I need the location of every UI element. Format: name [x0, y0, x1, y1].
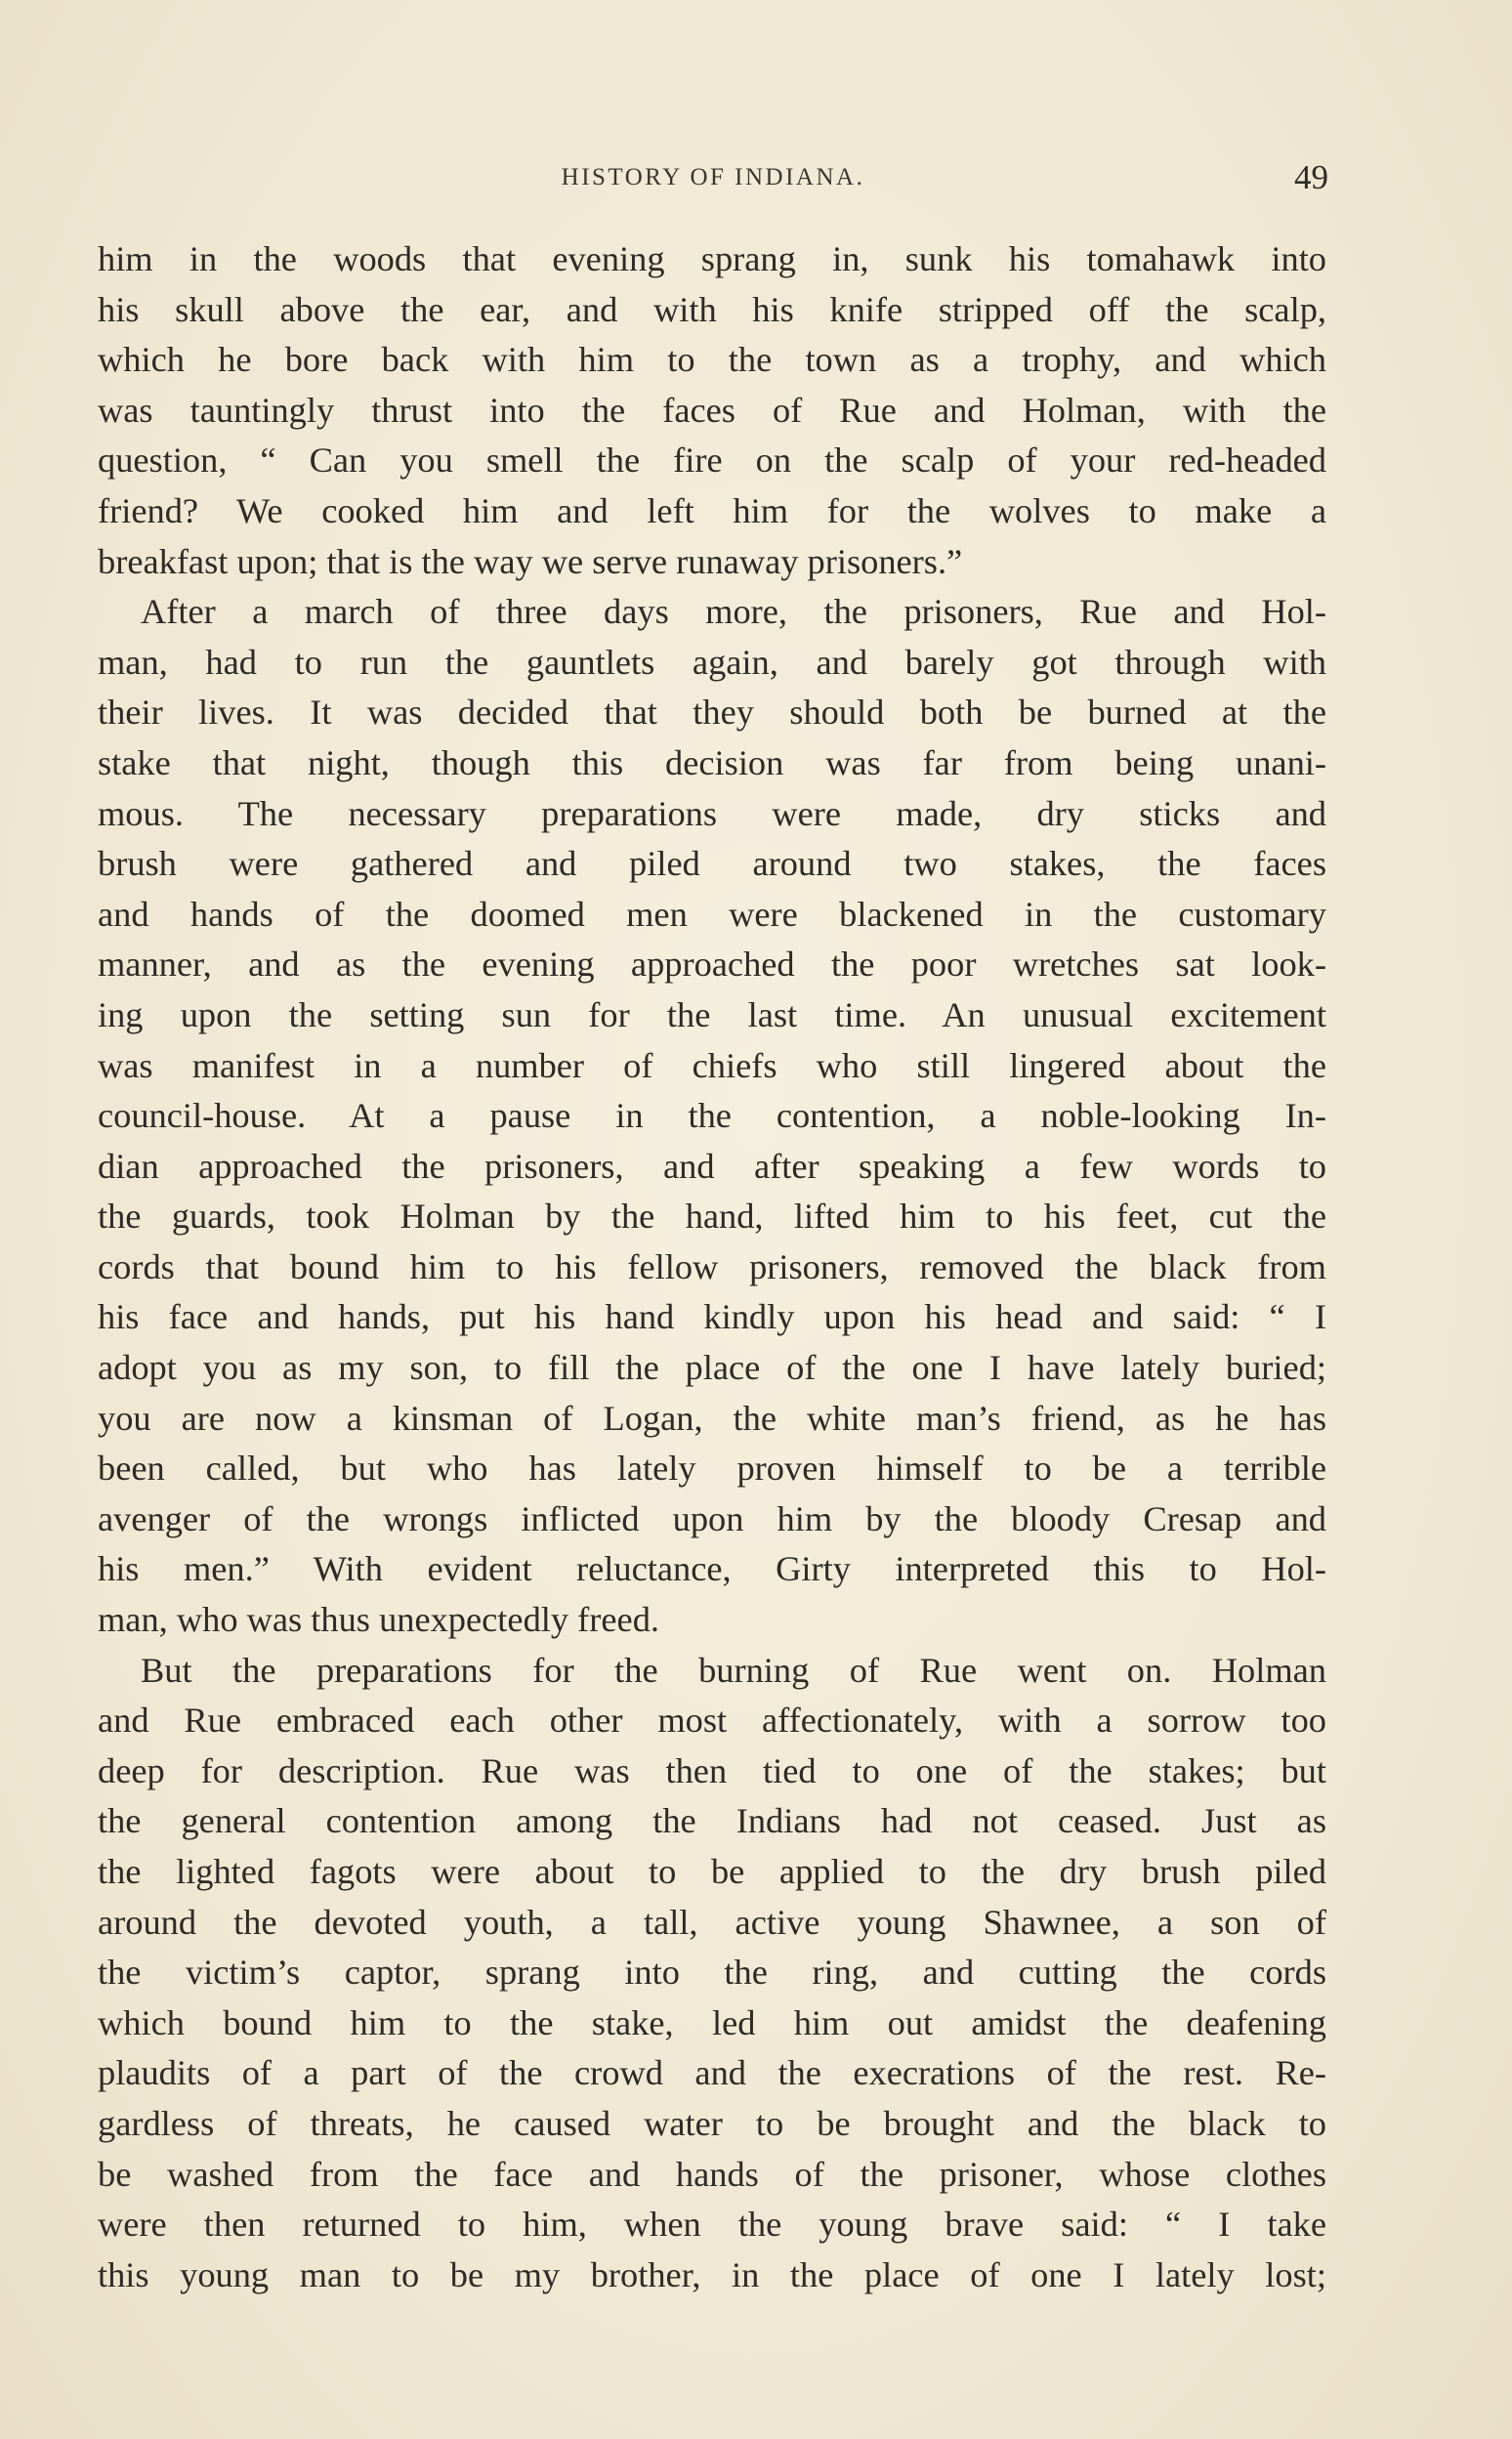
text-line: man, who was thus unexpectedly freed.: [98, 1600, 660, 1640]
text-line: cords that bound him to his fellow prisoners, removed the black from: [98, 1246, 1326, 1286]
text-line: their lives. It was decided that they should both be burned at the: [98, 693, 1326, 733]
text-line: mous. The necessary preparations were made, dry sticks and: [98, 793, 1326, 833]
text-line: his face and hands, put his hand kindly upon his head and said: “ I: [98, 1297, 1326, 1337]
text-line: dian approached the prisoners, and after speaking a few words to: [98, 1146, 1326, 1186]
text-line: which he bore back with him to the town as a trophy, and which: [98, 340, 1326, 380]
text-line: were then returned to him, when the young brave said: “ I take: [98, 2205, 1326, 2245]
text-line: his men.” With evident reluctance, Girty interpreted this to Hol-: [98, 1549, 1326, 1589]
page-number: 49: [1294, 158, 1328, 196]
text-line: friend? We cooked him and left him for the wolves to make a: [98, 490, 1326, 530]
text-line: avenger of the wrongs inflicted upon him by the bloody Cresap and: [98, 1498, 1326, 1538]
paragraph-first-line: After a march of three days more, the prisoners, Rue and Hol-: [141, 592, 1326, 632]
text-line: the general contention among the Indians had not ceased. Just as: [98, 1801, 1326, 1841]
text-line: which bound him to the stake, led him out amidst the deafening: [98, 2002, 1326, 2042]
running-title: HISTORY OF INDIANA.: [561, 164, 865, 190]
text-line: gardless of threats, he caused water to be brought and the black to: [98, 2103, 1326, 2143]
running-head: [98, 158, 1328, 197]
text-line: and hands of the doomed men were blackened in the customary: [98, 894, 1326, 934]
text-line: ing upon the setting sun for the last time. An unusual excitement: [98, 994, 1326, 1034]
text-line: him in the woods that evening sprang in, sunk his tomahawk into: [98, 239, 1326, 278]
text-line: breakfast upon; that is the way we serve runaway prisoners.”: [98, 541, 963, 581]
text-line: around the devoted youth, a tall, active young Shawnee, a son of: [98, 1902, 1326, 1942]
text-line: plaudits of a part of the crowd and the execrations of the rest. Re-: [98, 2053, 1326, 2093]
paragraph-first-line: But the preparations for the burning of Rue went on. Holman: [141, 1650, 1326, 1690]
text-line: and Rue embraced each other most affectionately, with a sorrow too: [98, 1701, 1326, 1741]
text-line: manner, and as the evening approached the poor wretches sat look-: [98, 945, 1326, 985]
text-line: was manifest in a number of chiefs who still lingered about the: [98, 1045, 1326, 1085]
text-line: this young man to be my brother, in the place of one I lately lost;: [98, 2254, 1326, 2294]
text-line: deep for description. Rue was then tied to one of the stakes; but: [98, 1750, 1326, 1790]
text-line: been called, but who has lately proven himself to be a terrible: [98, 1449, 1326, 1489]
text-line: man, had to run the gauntlets again, and barely got through with: [98, 642, 1326, 682]
text-line: the guards, took Holman by the hand, lifted him to his feet, cut the: [98, 1197, 1326, 1237]
text-line: was tauntingly thrust into the faces of Rue and Holman, with the: [98, 390, 1326, 430]
text-line: his skull above the ear, and with his knife stripped off the scalp,: [98, 289, 1326, 329]
text-line: brush were gathered and piled around two stakes, the faces: [98, 844, 1326, 884]
text-line: the victim’s captor, sprang into the ring, and cutting the cords: [98, 1953, 1326, 1993]
text-line: the lighted fagots were about to be applied to the dry brush piled: [98, 1852, 1326, 1891]
text-line: council-house. At a pause in the contention, a noble-looking In-: [98, 1096, 1326, 1136]
body-text: [98, 234, 1326, 2300]
text-line: you are now a kinsman of Logan, the white man’s friend, as he has: [98, 1398, 1326, 1438]
text-line: adopt you as my son, to fill the place of the one I have lately buried;: [98, 1348, 1326, 1388]
text-line: question, “ Can you smell the fire on the scalp of your red-headed: [98, 441, 1326, 481]
text-line: stake that night, though this decision was far from being unani-: [98, 742, 1326, 782]
text-line: be washed from the face and hands of the prisoner, whose clothes: [98, 2154, 1326, 2194]
